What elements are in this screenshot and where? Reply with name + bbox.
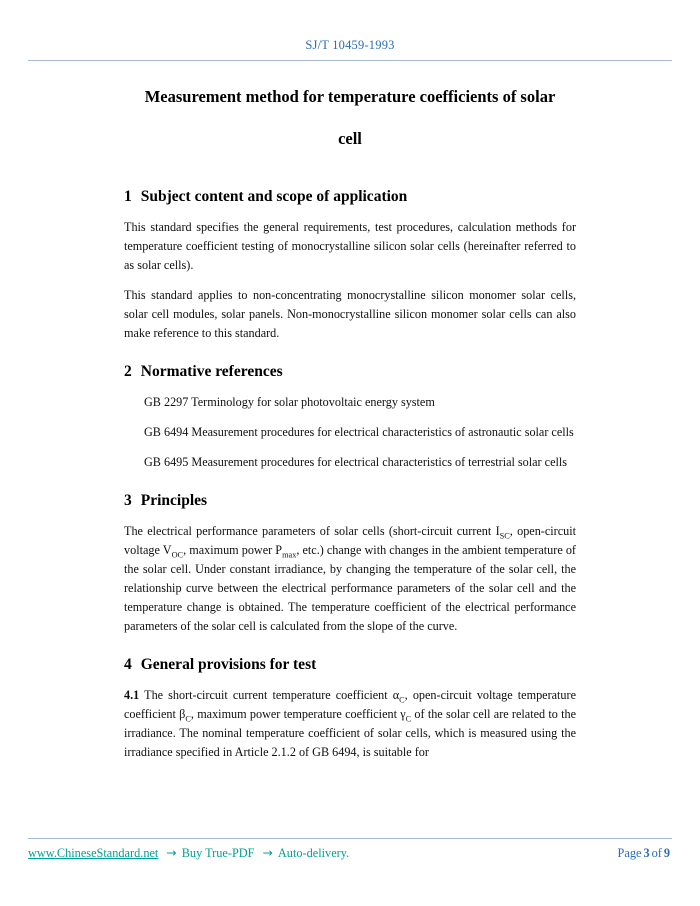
section-heading-1	[124, 188, 576, 206]
section-number: 4	[124, 656, 132, 673]
page-header	[0, 0, 700, 61]
paragraph-4-1: 4.1 The short-circuit current temperature coefficient $\alpha_C$, open-circuit voltage temperature coefficient $\beta_C$, maximum power temperature coefficient $\gamma_C$ of the solar cell are related to the irradiance. The nominal temperature coefficient of solar cells, which is measured using the irradiance specified in Article 2.1.2 of GB 6494, is suitable for	[124, 688, 576, 759]
section-title: General provisions for test	[140, 656, 317, 673]
section-title: Principles	[140, 492, 208, 509]
section-heading-2	[124, 363, 576, 381]
footer-action-delivery: Auto-delivery.	[277, 846, 350, 860]
page-number	[618, 846, 672, 861]
arrow-icon: →	[166, 846, 177, 860]
page-footer	[28, 838, 672, 861]
section-heading-3	[124, 492, 576, 510]
paragraph-scope-1: This standard specifies the general requirements, test procedures, calculation methods for temperature coefficient testing of monocrystalline silicon solar cells (hereinafter referred to as solar cells).	[124, 220, 576, 272]
reference-item: GB 2297 Terminology for solar photovoltaic energy system	[144, 395, 435, 409]
website-link[interactable]: www.ChineseStandard.net	[28, 846, 159, 860]
section-title: Normative references	[140, 363, 283, 380]
page-of-label: of	[651, 846, 662, 860]
page-current: 3	[643, 846, 650, 860]
arrow-icon: →	[262, 846, 273, 860]
doc-number: SJ/T 10459-1993	[305, 38, 395, 52]
reference-item: GB 6495 Measurement procedures for electrical characteristics of terrestrial solar cells	[144, 455, 567, 469]
footer-divider	[28, 838, 672, 839]
title-line-2: cell	[338, 129, 362, 148]
section-heading-4	[124, 656, 576, 674]
reference-list	[124, 393, 576, 472]
section-number: 3	[124, 492, 132, 509]
section-title: Subject content and scope of application	[140, 188, 408, 205]
document-content	[124, 76, 576, 773]
section-number: 2	[124, 363, 132, 380]
page-total: 9	[663, 846, 670, 860]
paragraph-scope-2: This standard applies to non-concentrating monocrystalline silicon monomer solar cells, solar cell modules, solar panels. Non-monocrystalline silicon monomer solar cells can also make reference to this standard.	[124, 288, 576, 340]
footer-info	[28, 846, 349, 861]
document-title	[124, 76, 576, 160]
header-divider	[28, 60, 672, 61]
footer-row	[28, 846, 672, 861]
page-label: Page	[617, 846, 642, 860]
footer-action-buy: Buy True-PDF	[181, 846, 255, 860]
reference-item: GB 6494 Measurement procedures for electrical characteristics of astronautic solar cells	[144, 425, 574, 439]
section-number: 1	[124, 188, 132, 205]
title-line-1: Measurement method for temperature coefficients of solar	[144, 87, 556, 106]
paragraph-principles: The electrical performance parameters of solar cells (short-circuit current $I_{SC}$, open-circuit voltage $V_{OC}$, maximum power $P_{max}$, etc.) change with changes in the ambient temperature of the solar cell. Under constant irradiance, by changing the temperature of the solar cell, the relationship curve between the electrical performance parameters of the solar cell and the temperature change is obtained. The temperature coefficient of the electrical performance parameters of the solar cell is calculated from the slope of the curve.	[124, 524, 576, 633]
